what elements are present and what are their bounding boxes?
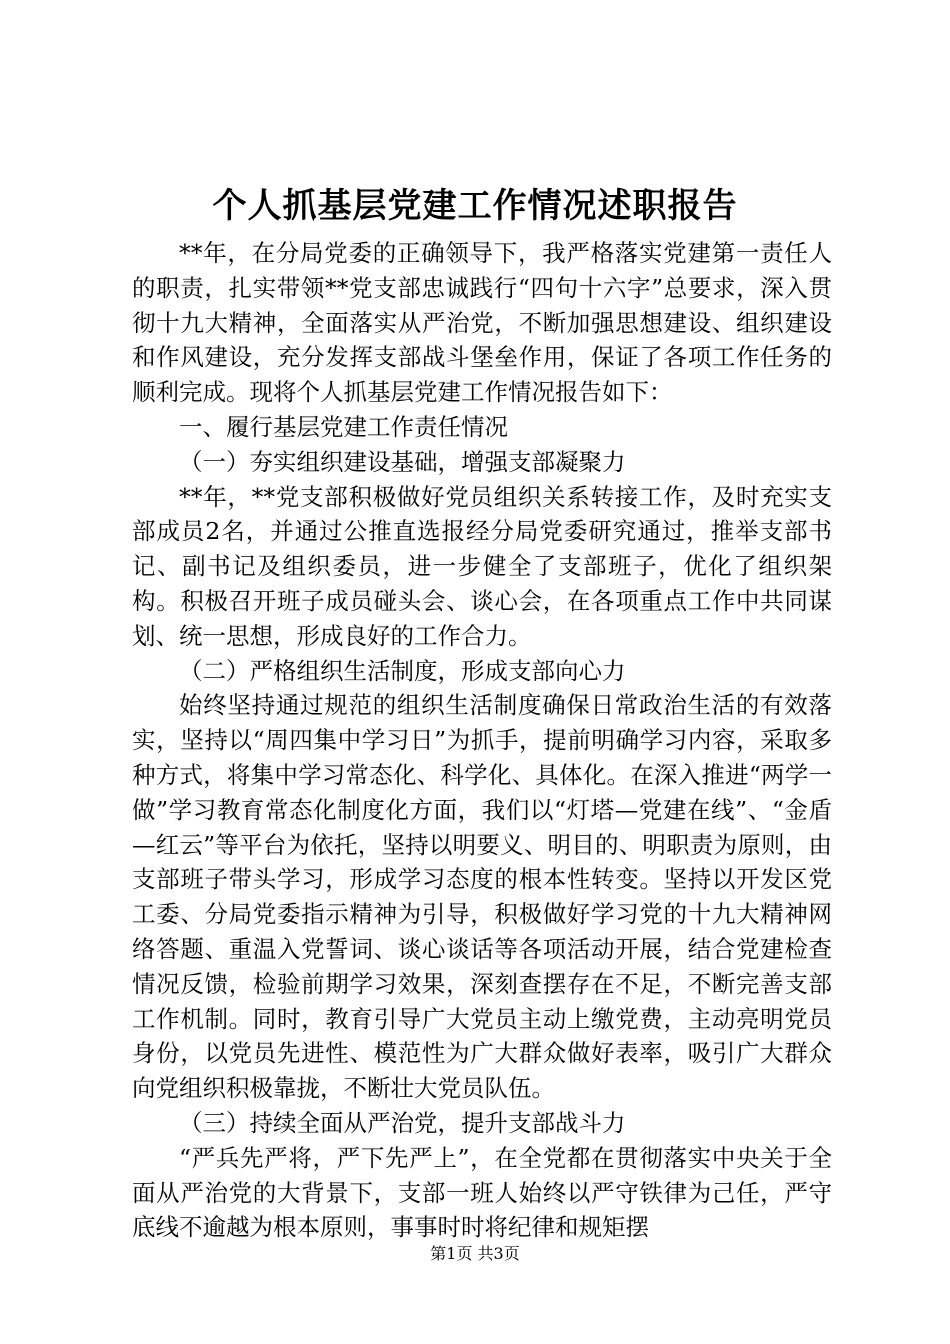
section-heading: 一、履行基层党建工作责任情况 — [179, 412, 508, 441]
paragraph: **年，**党支部积极做好党员组织关系转接工作，及时充实支部成员2名，并通过公推直选报经分局党委研究通过，推举支部书记、副书记及组织委员，进一步健全了支部班子，优化了组织架构。积极召开班子成员碰头会、谈心会，在各项重点工作中共同谋划、统一思想，形成良好的工作合力。 — [132, 482, 832, 650]
page-footer: 第1页 共3页 — [430, 1244, 520, 1263]
document-body — [132, 236, 832, 1245]
paragraph-intro: **年，在分局党委的正确领导下，我严格落实党建第一责任人的职责，扎实带领**党支部忠诚践行“四句十六字”总要求，深入贯彻十九大精神，全面落实从严治党，不断加强思想建设、组织建设和作风建设，充分发挥支部战斗堡垒作用，保证了各项工作任务的顺利完成。现将个人抓基层党建工作情况报告如下： — [132, 239, 832, 407]
paragraph: 始终坚持通过规范的组织生活制度确保日常政治生活的有效落实，坚持以“周四集中学习日”为抓手，提前明确学习内容，采取多种方式，将集中学习常态化、科学化、具体化。在深入推进“两学一做”学习教育常态化制度化方面，我们以“灯塔—党建在线”、“金盾—红云”等平台为依托，坚持以明要义、明目的、明职责为原则，由支部班子带头学习，形成学习态度的根本性转变。坚持以开发区党工委、分局党委指示精神为引导，积极做好学习党的十九大精神网络答题、重温入党誓词、谈心谈话等各项活动开展，结合党建检查情况反馈，检验前期学习效果，深刻查摆存在不足，不断完善支部工作机制。同时，教育引导广大党员主动上缴党费，主动亮明党员身份，以党员先进性、模范性为广大群众做好表率，吸引广大群众向党组织积极靠拢，不断壮大党员队伍。 — [132, 691, 832, 1103]
paragraph: “严兵先严将，严下先严上”，在全党都在贯彻落实中央关于全面从严治党的大背景下，支部一班人始终以严守铁律为己任，严守底线不逾越为根本原则，事事时时将纪律和规矩摆 — [132, 1143, 832, 1242]
subsection-heading: （二）严格组织生活制度，形成支部向心力 — [179, 656, 626, 685]
document-title: 个人抓基层党建工作情况述职报告 — [212, 186, 738, 226]
subsection-heading: （三）持续全面从严治党，提升支部战斗力 — [179, 1108, 626, 1137]
subsection-heading: （一）夯实组织建设基础，增强支部凝聚力 — [179, 447, 626, 476]
